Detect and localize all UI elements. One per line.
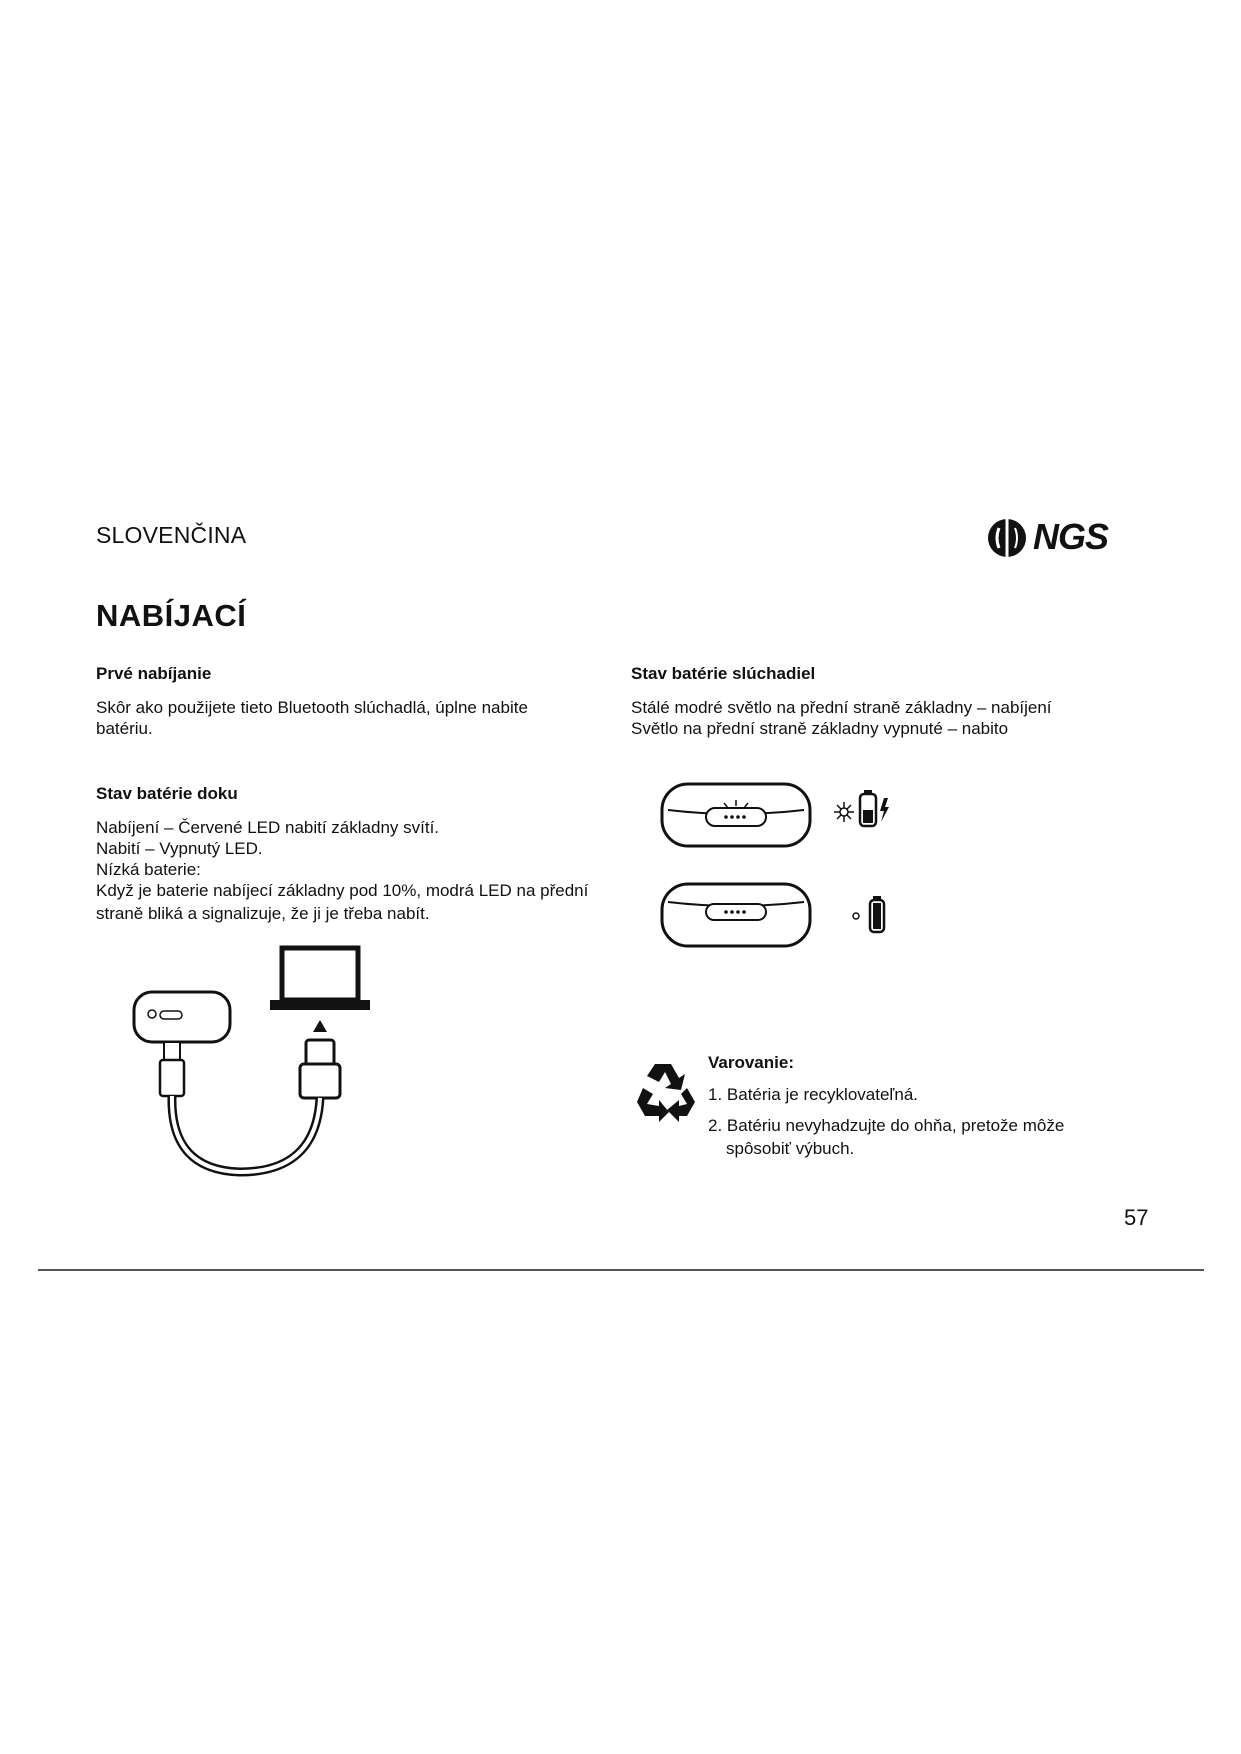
text-line: Skôr ako použijete tieto Bluetooth slúchadlá, úplne nabite: [96, 698, 528, 717]
list-item: 2. Batériu nevyhadzujte do ohňa, pretože môže: [708, 1116, 1065, 1135]
first-charge-heading: Prvé nabíjanie: [96, 664, 212, 683]
first-charge-text: [96, 697, 528, 739]
text-line: Nízká baterie:: [96, 860, 201, 879]
dock-status-heading: Stav batérie doku: [96, 784, 238, 803]
text-line: Nabíjení – Červené LED nabití základny svítí.: [96, 818, 440, 837]
brand-name: NGS: [1033, 516, 1109, 557]
list-item: 1. Batéria je recyklovateľná.: [708, 1085, 919, 1104]
brand-logo: [985, 514, 1145, 560]
earbuds-status-heading: Stav batérie slúchadiel: [631, 664, 816, 683]
earbuds-status-text: [631, 697, 1052, 739]
ngs-logo-icon: [985, 514, 1031, 560]
page-number: 57: [1124, 1205, 1149, 1230]
case-led-off-icon: [660, 880, 920, 950]
page-title: NABÍJACÍ: [96, 598, 247, 633]
text-line: Když je baterie nabíjecí základny pod 10%, modrá LED na přední: [96, 881, 589, 900]
text-line: Nabití – Vypnutý LED.: [96, 839, 263, 858]
laptop-usb-charging-icon: [120, 940, 370, 1190]
list-item: spôsobiť výbuch.: [726, 1139, 855, 1158]
case-led-on-icon: [660, 780, 920, 850]
language-label: SLOVENČINA: [96, 522, 247, 548]
warning-list: [708, 1084, 1064, 1160]
recycle-icon: [633, 1058, 699, 1124]
text-line: batériu.: [96, 719, 153, 738]
text-line: Stálé modré světlo na přední straně základny – nabíjení: [631, 698, 1052, 717]
warning-heading: Varovanie:: [708, 1053, 794, 1072]
text-line: straně bliká a signalizuje, že ji je třeba nabít.: [96, 904, 430, 923]
text-line: Světlo na přední straně základny vypnuté – nabito: [631, 719, 1009, 738]
dock-status-text: [96, 817, 588, 924]
divider: [38, 1269, 1204, 1271]
